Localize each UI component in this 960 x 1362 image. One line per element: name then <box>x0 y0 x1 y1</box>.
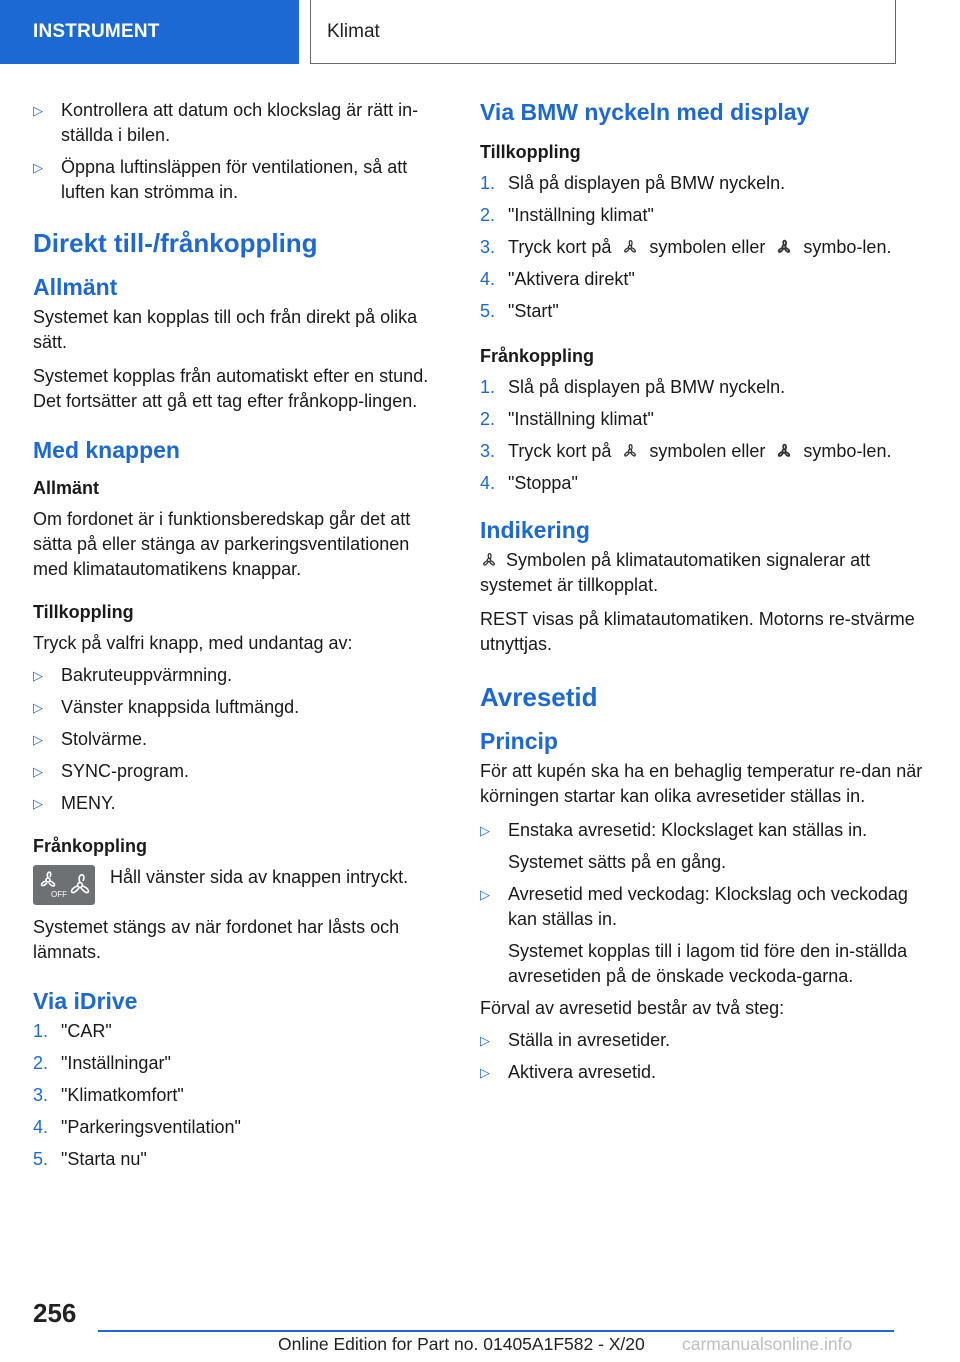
fan-off-icon <box>33 865 95 905</box>
paragraph: Systemet kopplas från automatiskt efter en stund. Det fortsätter att gå ett tag efter frånkopp-lingen. <box>33 366 429 411</box>
fan-icon <box>621 238 639 256</box>
heading-allmant: Allmänt <box>33 274 118 300</box>
paragraph: För att kupén ska ha en behaglig temperatur re-dan när körningen startar kan olika avresetider ställas in. <box>480 761 923 806</box>
list-item: ▷ Avresetid med veckodag: Klockslag och veckodag kan ställas in. <box>480 882 925 932</box>
step-item: 1. Slå på displayen på BMW nyckeln. <box>480 173 786 193</box>
right-column <box>480 98 925 1092</box>
paragraph: Systemet stängs av när fordonet har låsts och lämnats. <box>33 917 400 962</box>
section-tab: INSTRUMENT <box>0 0 299 64</box>
subheading-tillkoppling: Tillkoppling <box>480 142 581 162</box>
left-column <box>33 98 443 1179</box>
triangle-right-icon: ▷ <box>480 1033 490 1048</box>
step-item: 2. "Inställningar" <box>33 1053 171 1073</box>
list-item: ▷ Vänster knappsida luftmängd. <box>33 695 443 720</box>
triangle-right-icon: ▷ <box>480 1065 490 1080</box>
footer-divider <box>98 1330 894 1332</box>
step-item: 4. "Aktivera direkt" <box>480 269 635 289</box>
heading-bmw-key: Via BMW nyckeln med display <box>480 99 810 125</box>
list-item: ▷ Enstaka avresetid: Klockslaget kan ställas in. <box>480 818 925 843</box>
step-item: 5. "Start" <box>480 301 559 321</box>
step-item: 2. "Inställning klimat" <box>480 205 654 225</box>
triangle-right-icon: ▷ <box>33 668 43 683</box>
paragraph: Förval av avresetid består av två steg: <box>480 998 785 1018</box>
triangle-right-icon: ▷ <box>33 796 43 811</box>
paragraph: Systemet kopplas till i lagom tid före den in-ställda avresetiden på de önskade veckoda-garna. <box>508 941 908 986</box>
paragraph: Håll vänster sida av knappen intryckt. <box>110 867 409 887</box>
triangle-right-icon: ▷ <box>33 160 43 175</box>
subheading-allmant: Allmänt <box>33 478 100 498</box>
fan-icon <box>480 551 498 569</box>
off-instruction <box>33 865 443 905</box>
subheading-tillkoppling: Tillkoppling <box>33 602 134 622</box>
heading-princip: Princip <box>480 728 558 754</box>
triangle-right-icon: ▷ <box>33 700 43 715</box>
paragraph: Systemet sätts på en gång. <box>508 852 727 872</box>
chapter-tab: Klimat <box>310 0 896 64</box>
step-item: 4. "Parkeringsventilation" <box>33 1117 241 1137</box>
triangle-right-icon: ▷ <box>480 823 490 838</box>
fan-off-button-image <box>33 865 95 905</box>
fan-icon <box>621 442 639 460</box>
triangle-right-icon: ▷ <box>480 887 490 902</box>
subheading-frankoppling: Frånkoppling <box>480 346 594 366</box>
fan-icon <box>775 238 793 256</box>
heading-direct: Direkt till-/frånkoppling <box>33 228 318 258</box>
page-header <box>0 0 960 66</box>
svg-text:OFF: OFF <box>51 890 67 899</box>
list-item: ▷ Bakruteuppvärmning. <box>33 663 443 688</box>
step-item: 3. Tryck kort på symbolen eller symbo-len. <box>480 237 892 257</box>
step-item: 3. "Klimatkomfort" <box>33 1085 184 1105</box>
step-item: 4. "Stoppa" <box>480 473 578 493</box>
list-item: ▷ SYNC-program. <box>33 759 443 784</box>
fan-icon <box>775 442 793 460</box>
list-item: ▷ Kontrollera att datum och klockslag är rätt in-ställda i bilen. <box>33 98 443 148</box>
paragraph: Om fordonet är i funktionsberedskap går det att sätta på eller stänga av parkeringsventilationen med klimatautomatikens knappar. <box>33 509 411 579</box>
list-item: ▷ Öppna luftinsläppen för ventilationen, så att luften kan strömma in. <box>33 155 443 205</box>
step-item: 5. "Starta nu" <box>33 1149 147 1169</box>
paragraph: Tryck på valfri knapp, med undantag av: <box>33 633 353 653</box>
list-item: ▷ Stolvärme. <box>33 727 443 752</box>
heading-idrive: Via iDrive <box>33 988 138 1014</box>
step-item: 2. "Inställning klimat" <box>480 409 654 429</box>
subheading-frankoppling: Frånkoppling <box>33 836 147 856</box>
list-item: ▷ MENY. <box>33 791 443 816</box>
triangle-right-icon: ▷ <box>33 732 43 747</box>
page-number: 256 <box>33 1298 77 1328</box>
edition-note: Online Edition for Part no. 01405A1F582 - X/20 <box>278 1334 645 1354</box>
heading-avresetid: Avresetid <box>480 682 598 712</box>
watermark: carmanualsonline.info <box>682 1334 853 1354</box>
heading-med-knappen: Med knappen <box>33 437 180 463</box>
list-item: ▷ Ställa in avresetider. <box>480 1028 925 1053</box>
triangle-right-icon: ▷ <box>33 103 43 118</box>
step-item: 1. Slå på displayen på BMW nyckeln. <box>480 377 786 397</box>
list-item: ▷ Aktivera avresetid. <box>480 1060 925 1085</box>
step-item: 3. Tryck kort på symbolen eller symbo-len. <box>480 441 892 461</box>
heading-indikering: Indikering <box>480 517 590 543</box>
paragraph: REST visas på klimatautomatiken. Motorns re-stvärme utnyttjas. <box>480 609 915 654</box>
paragraph: Systemet kan kopplas till och från direkt på olika sätt. <box>33 307 418 352</box>
paragraph: Symbolen på klimatautomatiken signalerar att systemet är tillkopplat. <box>480 550 871 595</box>
triangle-right-icon: ▷ <box>33 764 43 779</box>
step-item: 1. "CAR" <box>33 1021 112 1041</box>
